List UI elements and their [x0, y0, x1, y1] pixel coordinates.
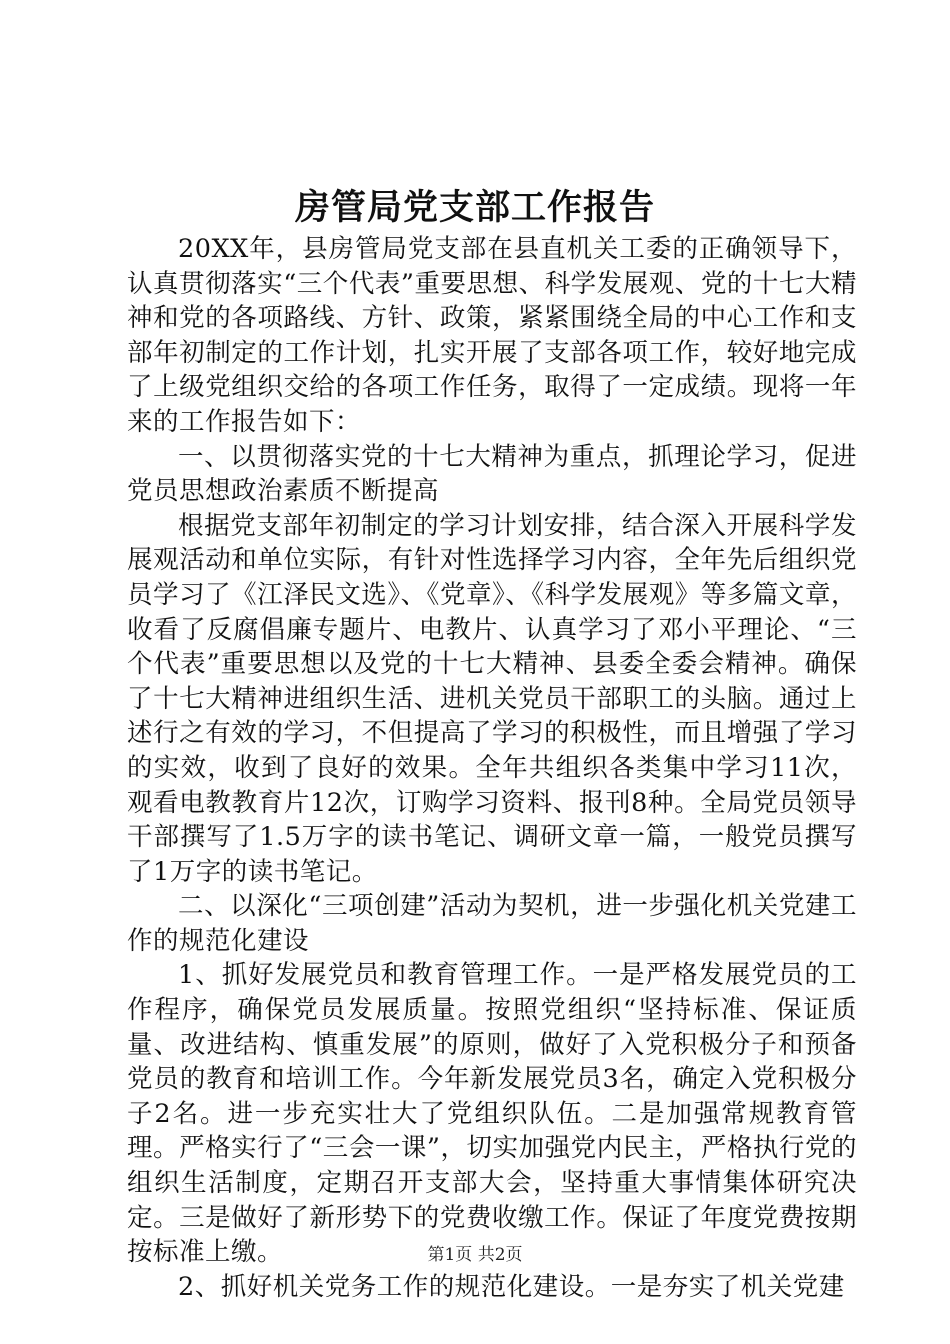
- page-footer: 第1页 共2页: [427, 1245, 523, 1265]
- section-heading-2: 二、以深化“三项创建”活动为契机，进一步强化机关党建工作的规范化建设: [127, 891, 857, 956]
- paragraph-intro: 20XX年，县房管局党支部在县直机关工委的正确领导下，认真贯彻落实“三个代表”重要思想、科学发展观、党的十七大精神和党的各项路线、方针、政策，紧紧围绕全局的中心工作和支部年初制定的工作计划，扎实开展了支部各项工作，较好地完成了上级党组织交给的各项工作任务，取得了一定成绩。现将一年来的工作报告如下：: [127, 234, 857, 437]
- section-heading-1: 一、以贯彻落实党的十七大精神为重点，抓理论学习，促进党员思想政治素质不断提高: [127, 441, 857, 507]
- paragraph-member-development: 1、抓好发展党员和教育管理工作。一是严格发展党员的工作程序，确保党员发展质量。按照党组织“坚持标准、保证质量、改进结构、慎重发展”的原则，做好了入党积极分子和预备党员的教育和培训工作。今年新发展党员3名，确定入党积极分子2名。进一步充实壮大了党组织队伍。二是加强常规教育管理。严格实行了“三会一课”，切实加强党内民主，严格执行党的组织生活制度，定期召开支部大会，坚持重大事情集体研究决定。三是做好了新形势下的党费收缴工作。保证了年度党费按期按标准上缴。: [127, 960, 857, 1268]
- document-body: [127, 232, 857, 1304]
- paragraph-party-affairs: 2、抓好机关党务工作的规范化建设。一是夯实了机关党建: [178, 1271, 845, 1302]
- paragraph-study: 根据党支部年初制定的学习计划安排，结合深入开展科学发展观活动和单位实际，有针对性选择学习内容，全年先后组织党员学习了《江泽民文选》、《党章》、《科学发展观》等多篇文章，收看了反腐倡廉专题片、电教片、认真学习了邓小平理论、“三个代表”重要思想以及党的十七大精神、县委全委会精神。确保了十七大精神进组织生活、进机关党员干部职工的头脑。通过上述行之有效的学习，不但提高了学习的积极性，而且增强了学习的实效，收到了良好的效果。全年共组织各类集中学习11次，观看电教教育片12次，订购学习资料、报刊8种。全局党员领导干部撰写了1.5万字的读书笔记、调研文章一篇，一般党员撰写了1万字的读书笔记。: [127, 510, 857, 887]
- document-title: 房管局党支部工作报告: [294, 187, 655, 228]
